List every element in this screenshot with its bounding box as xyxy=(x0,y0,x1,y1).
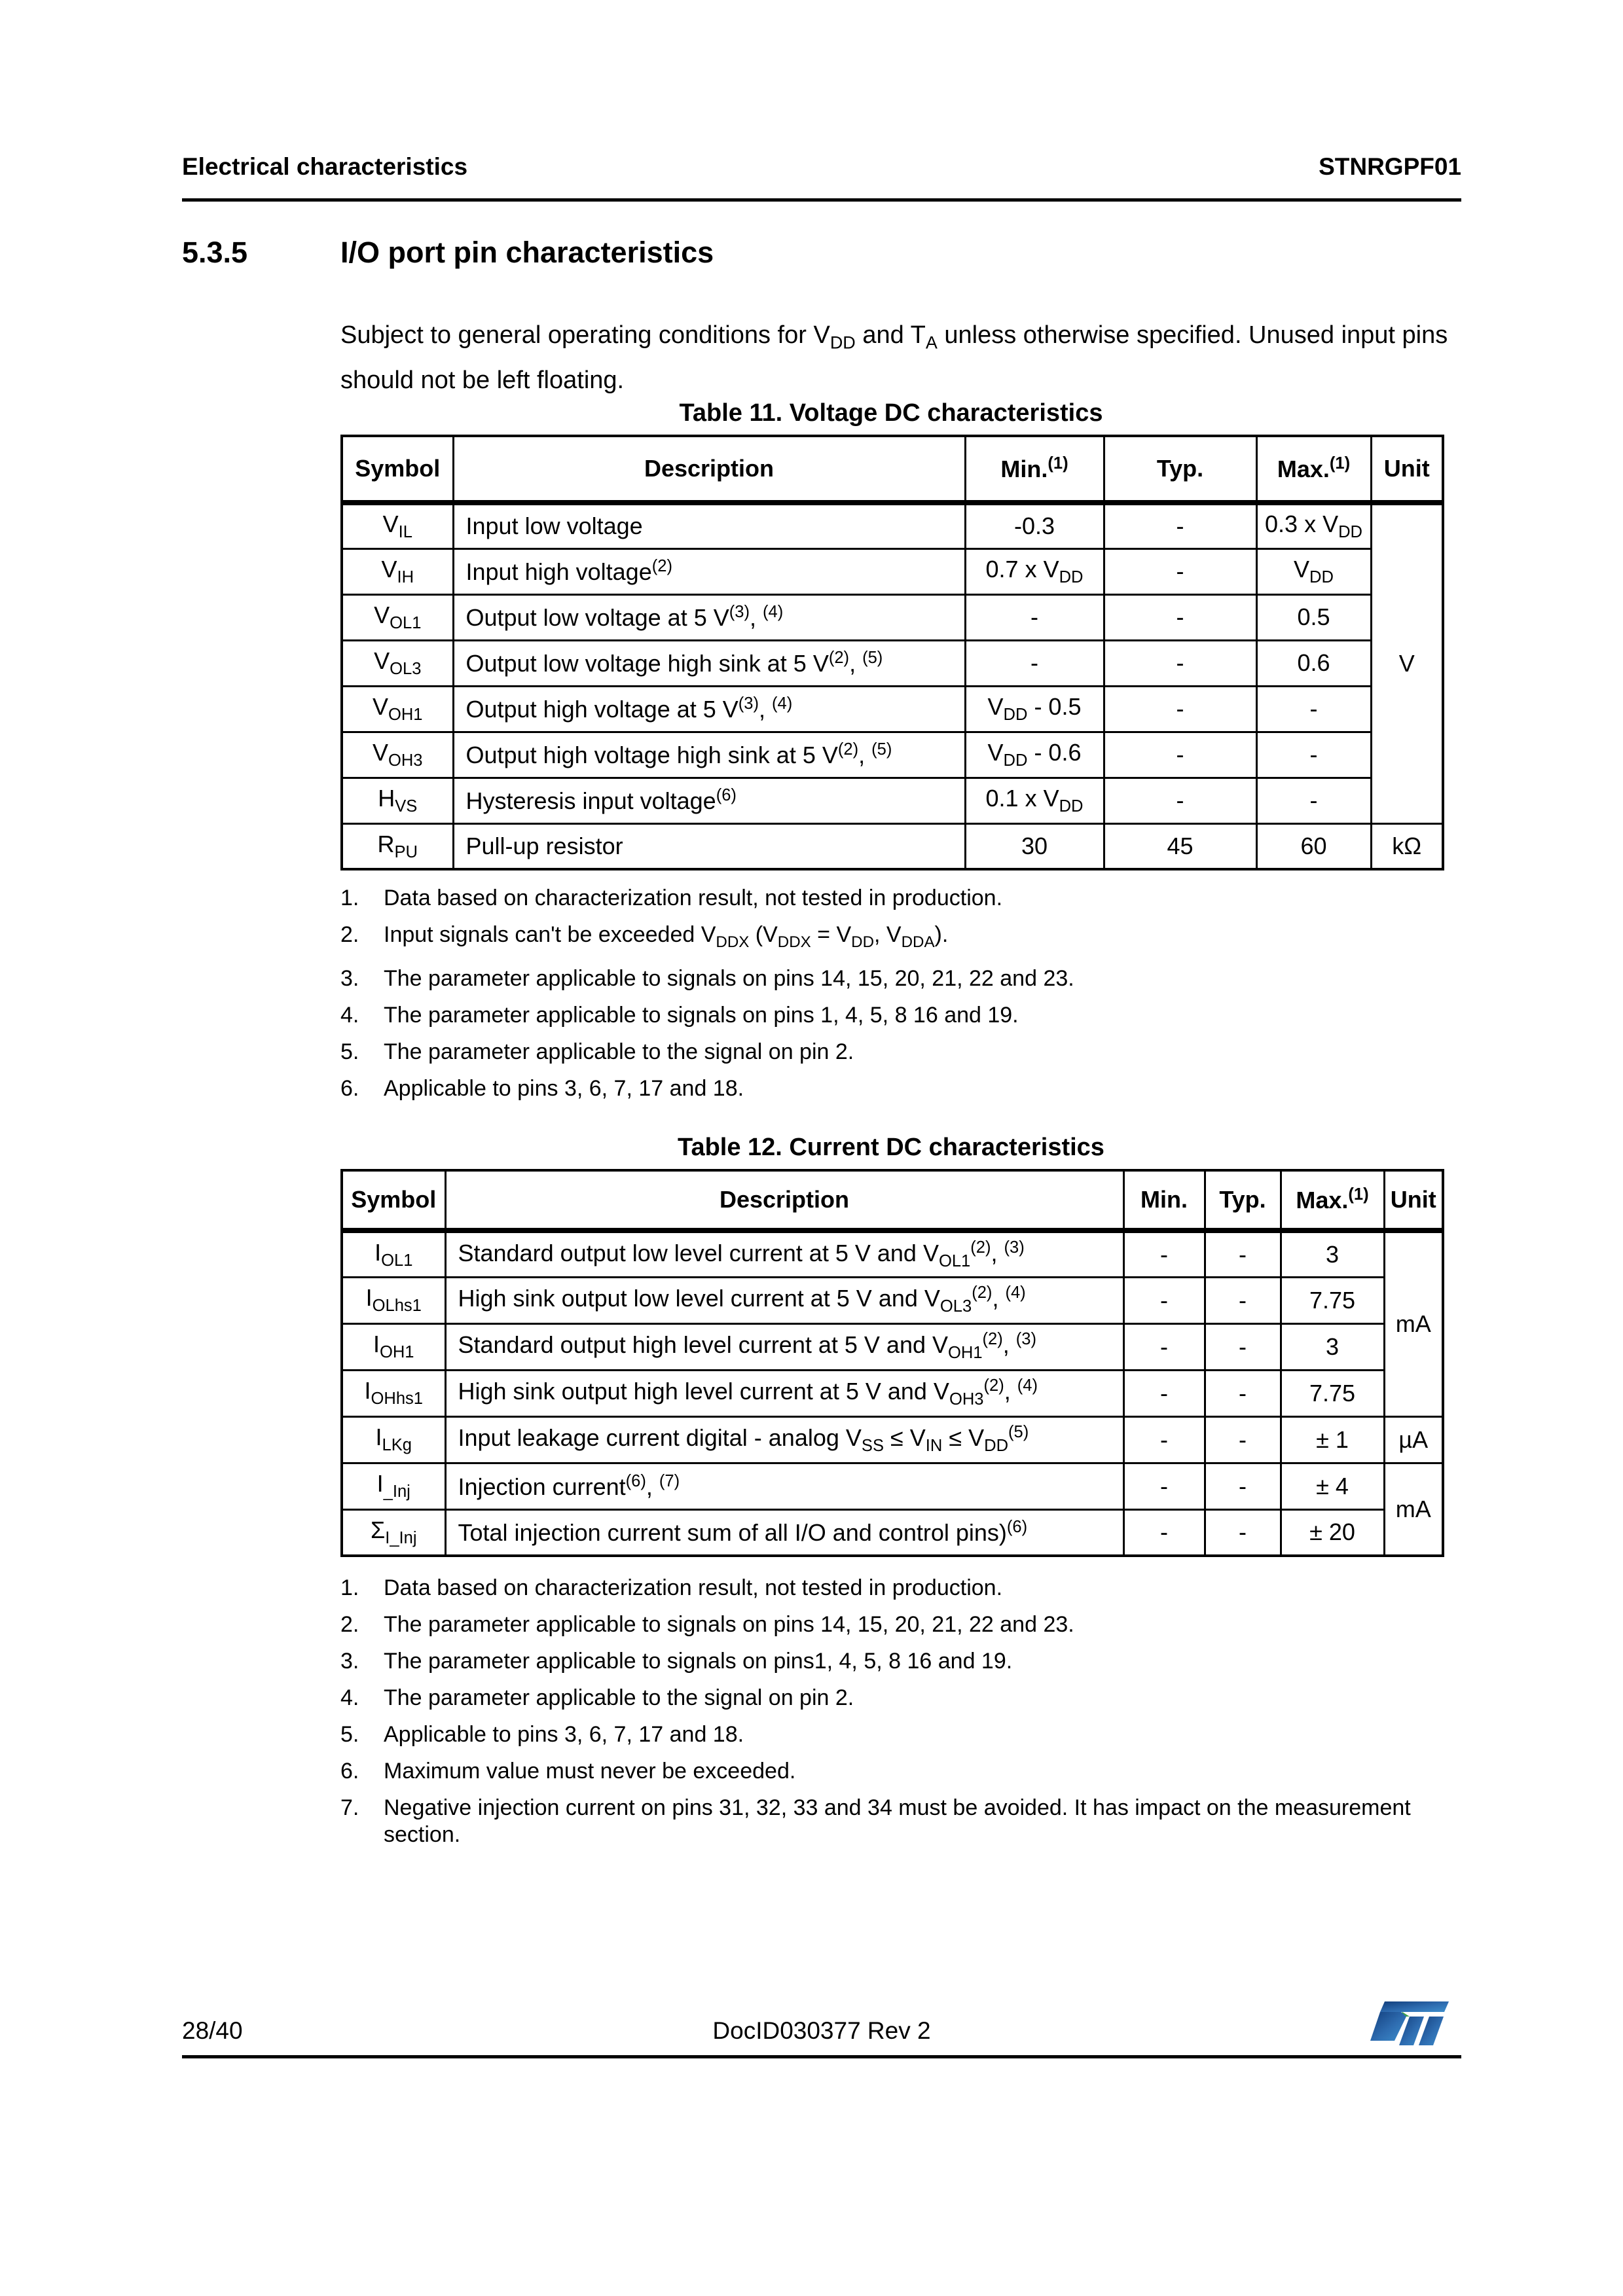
cell-typ: 45 xyxy=(1104,823,1256,869)
footnote-number: 4. xyxy=(340,1685,359,1710)
footnote-item xyxy=(340,1795,1457,1848)
cell-min: 0.7 x $V_{DD}$ xyxy=(965,548,1104,594)
footnote-item xyxy=(340,1721,1457,1748)
table12-title: Table 12. Current DC characteristics xyxy=(678,1134,1104,1161)
page-header xyxy=(182,153,1461,181)
cell-max: - xyxy=(1256,778,1371,823)
cell-symbol: $R_{PU}$ xyxy=(342,823,453,869)
cell-symbol: $I_{OL1}$ xyxy=(342,1230,445,1277)
footnote-number: 3. xyxy=(340,965,359,991)
table-row xyxy=(342,732,1443,778)
footnote-item xyxy=(340,1575,1457,1602)
footnote-number: 6. xyxy=(340,1075,359,1101)
table-row xyxy=(342,1277,1443,1323)
cell-unit-resistance: kΩ xyxy=(1371,823,1443,869)
cell-min: 0.1 x $V_{DD}$ xyxy=(965,778,1104,823)
cell-min: 30 xyxy=(965,823,1104,869)
cell-min: - xyxy=(1123,1277,1205,1323)
cell-max: 3 xyxy=(1281,1323,1384,1370)
cell-description: Output low voltage high sink at 5 $V^{(2)}$, $^{(5)}$ xyxy=(453,640,965,686)
footnote-text: The parameter applicable to the signal on pin 2. xyxy=(384,1685,854,1710)
footnote-number: 2. xyxy=(340,922,359,947)
footnote-text: Applicable to pins 3, 6, 7, 17 and 18. xyxy=(384,1722,744,1747)
cell-typ: - xyxy=(1104,778,1256,823)
footnote-item xyxy=(340,1611,1457,1638)
footnote-item xyxy=(340,922,1457,956)
cell-typ: - xyxy=(1104,640,1256,686)
cell-unit-ma: mA xyxy=(1384,1230,1443,1416)
cell-description: High sink output low level current at 5 V and $V_{OL3}^{(2)}$, $^{(4)}$ xyxy=(445,1277,1123,1323)
footnote-text: Maximum value must never be exceeded. xyxy=(384,1759,796,1784)
cell-description: Output high voltage high sink at 5 $V^{(2)}$, $^{(5)}$ xyxy=(453,732,965,778)
cell-typ: - xyxy=(1104,732,1256,778)
footnote-item xyxy=(340,1758,1457,1785)
cell-max: ± 1 xyxy=(1281,1416,1384,1463)
cell-typ: - xyxy=(1205,1230,1281,1277)
footnote-text: The parameter applicable to signals on pins1, 4, 5, 8 16 and 19. xyxy=(384,1649,1013,1674)
table-row xyxy=(342,1416,1443,1463)
header-rule xyxy=(182,198,1461,202)
cell-description: Output high voltage at 5 $V^{(3)}$, $^{(4)}$ xyxy=(453,686,965,732)
cell-max: ± 4 xyxy=(1281,1463,1384,1509)
cell-unit-voltage: V xyxy=(1371,503,1443,823)
cell-max: ± 20 xyxy=(1281,1509,1384,1556)
cell-description: Total injection current sum of all I/O and control pins)$^{(6)}$ xyxy=(445,1509,1123,1556)
cell-max: - xyxy=(1256,686,1371,732)
cell-min: - xyxy=(965,594,1104,640)
col-header-typ: Typ. xyxy=(1104,436,1256,503)
footnote-item xyxy=(340,1648,1457,1675)
cell-unit-ma: mA xyxy=(1384,1463,1443,1556)
cell-typ: - xyxy=(1104,548,1256,594)
table-header-row xyxy=(342,1170,1443,1230)
cell-description: Standard output low level current at 5 V and $V_{OL1}^{(2)}$, $^{(3)}$ xyxy=(445,1230,1123,1277)
footnote-number: 4. xyxy=(340,1002,359,1028)
intro-paragraph: Subject to general operating conditions for $V_{DD}$ and $T_A$ unless otherwise specified. Unused input pins should not be left floating. xyxy=(340,321,1448,394)
cell-typ: - xyxy=(1104,594,1256,640)
col-header-min: Min. xyxy=(1123,1170,1205,1230)
cell-typ: - xyxy=(1104,503,1256,548)
footnote-number: 5. xyxy=(340,1039,359,1064)
cell-min: - xyxy=(965,640,1104,686)
col-header-description: Description xyxy=(445,1170,1123,1230)
col-header-description: Description xyxy=(453,436,965,503)
table-row xyxy=(342,594,1443,640)
col-header-unit: Unit xyxy=(1384,1170,1443,1230)
footnote-number: 3. xyxy=(340,1649,359,1674)
table-header-row xyxy=(342,436,1443,503)
cell-typ: - xyxy=(1205,1323,1281,1370)
cell-max: 3 xyxy=(1281,1230,1384,1277)
cell-min: - xyxy=(1123,1323,1205,1370)
cell-typ: - xyxy=(1205,1509,1281,1556)
cell-min: - xyxy=(1123,1509,1205,1556)
cell-min: -0.3 xyxy=(965,503,1104,548)
cell-max: $V_{DD}$ xyxy=(1256,548,1371,594)
cell-symbol: $V_{OH1}$ xyxy=(342,686,453,732)
table-row xyxy=(342,823,1443,869)
cell-symbol: $H_{VS}$ xyxy=(342,778,453,823)
footnote-number: 1. xyxy=(340,1575,359,1600)
cell-symbol: $V_{OL3}$ xyxy=(342,640,453,686)
cell-min: - xyxy=(1123,1463,1205,1509)
footer-doc-id: DocID030377 Rev 2 xyxy=(712,2017,931,2044)
cell-description: Input low voltage xyxy=(453,503,965,548)
header-part-number: STNRGPF01 xyxy=(1319,153,1461,180)
cell-typ: - xyxy=(1205,1277,1281,1323)
cell-symbol: $I_{\_Inj}$ xyxy=(342,1463,445,1509)
cell-description: Output low voltage at 5 $V^{(3)}$, $^{(4)}$ xyxy=(453,594,965,640)
table-row xyxy=(342,640,1443,686)
footnote-item xyxy=(340,1039,1457,1066)
voltage-dc-table xyxy=(340,435,1444,870)
st-logo-icon xyxy=(1365,1999,1451,2053)
table-row xyxy=(342,548,1443,594)
footnote-text: Data based on characterization result, not tested in production. xyxy=(384,1575,1003,1600)
cell-typ: - xyxy=(1205,1416,1281,1463)
cell-max: 0.3 x $V_{DD}$ xyxy=(1256,503,1371,548)
cell-symbol: $\Sigma_{I\_Inj}$ xyxy=(342,1509,445,1556)
cell-symbol: $I_{LKg}$ xyxy=(342,1416,445,1463)
cell-typ: - xyxy=(1104,686,1256,732)
header-section-title: Electrical characteristics xyxy=(182,153,468,180)
cell-unit-ua: µA xyxy=(1384,1416,1443,1463)
cell-symbol: $I_{OLhs1}$ xyxy=(342,1277,445,1323)
col-header-min: Min.$^{(1)}$ xyxy=(965,436,1104,503)
footer-page-number: 28/40 xyxy=(182,2017,243,2044)
col-header-max: Max.$^{(1)}$ xyxy=(1256,436,1371,503)
footnote-item xyxy=(340,1002,1457,1029)
footnote-number: 2. xyxy=(340,1612,359,1637)
col-header-max: Max.$^{(1)}$ xyxy=(1281,1170,1384,1230)
col-header-unit: Unit xyxy=(1371,436,1443,503)
table-row xyxy=(342,1370,1443,1416)
cell-description: Pull-up resistor xyxy=(453,823,965,869)
table-row xyxy=(342,1323,1443,1370)
cell-symbol: $V_{OH3}$ xyxy=(342,732,453,778)
col-header-symbol: Symbol xyxy=(342,436,453,503)
footnote-text: Input signals can't be exceeded $V_{DDX}$ ($V_{DDX} = V_{DD}$, $V_{DDA}$). xyxy=(384,922,949,951)
cell-description: Standard output high level current at 5 V and $V_{OH1}^{(2)}$, $^{(3)}$ xyxy=(445,1323,1123,1370)
table-row xyxy=(342,503,1443,548)
cell-typ: - xyxy=(1205,1463,1281,1509)
section-number: 5.3.5 xyxy=(182,236,248,269)
cell-max: 7.75 xyxy=(1281,1277,1384,1323)
cell-description: High sink output high level current at 5 V and $V_{OH3}^{(2)}$, $^{(4)}$ xyxy=(445,1370,1123,1416)
table11-title: Table 11. Voltage DC characteristics xyxy=(679,399,1103,427)
table-row xyxy=(342,1509,1443,1556)
cell-symbol: $I_{OH1}$ xyxy=(342,1323,445,1370)
cell-description: Hysteresis input voltage$^{(6)}$ xyxy=(453,778,965,823)
cell-max: 7.75 xyxy=(1281,1370,1384,1416)
footnote-text: The parameter applicable to signals on pins 14, 15, 20, 21, 22 and 23. xyxy=(384,1612,1074,1637)
footnote-item xyxy=(340,965,1457,992)
table12-footnotes xyxy=(340,1575,1457,1858)
section-heading xyxy=(182,236,714,270)
footnote-item xyxy=(340,1685,1457,1712)
cell-description: Input leakage current digital - analog $V_{SS} \le V_{IN} \le V_{DD}^{(5)}$ xyxy=(445,1416,1123,1463)
cell-max: 0.5 xyxy=(1256,594,1371,640)
table-row xyxy=(342,1463,1443,1509)
cell-min: - xyxy=(1123,1230,1205,1277)
footnote-text: Negative injection current on pins 31, 32, 33 and 34 must be avoided. It has impact on the measurement section. xyxy=(384,1795,1411,1847)
cell-description: Input high voltage$^{(2)}$ xyxy=(453,548,965,594)
footer-rule xyxy=(182,2055,1461,2058)
cell-description: Injection current$^{(6)}$, $^{(7)}$ xyxy=(445,1463,1123,1509)
cell-typ: - xyxy=(1205,1370,1281,1416)
footnote-text: Applicable to pins 3, 6, 7, 17 and 18. xyxy=(384,1075,744,1101)
footnote-item xyxy=(340,1075,1457,1102)
footnote-number: 1. xyxy=(340,886,359,910)
footnote-text: Data based on characterization result, not tested in production. xyxy=(384,886,1003,910)
table-row xyxy=(342,778,1443,823)
cell-symbol: $V_{IH}$ xyxy=(342,548,453,594)
footnote-number: 7. xyxy=(340,1795,359,1820)
cell-symbol: $I_{OHhs1}$ xyxy=(342,1370,445,1416)
cell-min: $V_{DD} - 0.5$ xyxy=(965,686,1104,732)
cell-symbol: $V_{OL1}$ xyxy=(342,594,453,640)
footnote-number: 5. xyxy=(340,1722,359,1747)
cell-max: 60 xyxy=(1256,823,1371,869)
footnote-text: The parameter applicable to signals on pins 14, 15, 20, 21, 22 and 23. xyxy=(384,965,1074,991)
current-dc-table xyxy=(340,1169,1444,1557)
footnote-text: The parameter applicable to the signal on pin 2. xyxy=(384,1039,854,1064)
cell-max: - xyxy=(1256,732,1371,778)
col-header-symbol: Symbol xyxy=(342,1170,445,1230)
cell-min: $V_{DD} - 0.6$ xyxy=(965,732,1104,778)
col-header-typ: Typ. xyxy=(1205,1170,1281,1230)
footnote-item xyxy=(340,885,1457,912)
table-row xyxy=(342,1230,1443,1277)
cell-min: - xyxy=(1123,1370,1205,1416)
cell-min: - xyxy=(1123,1416,1205,1463)
footnote-text: The parameter applicable to signals on pins 1, 4, 5, 8 16 and 19. xyxy=(384,1002,1019,1028)
table-row xyxy=(342,686,1443,732)
table11-footnotes xyxy=(340,885,1457,1112)
cell-max: 0.6 xyxy=(1256,640,1371,686)
footnote-number: 6. xyxy=(340,1759,359,1784)
cell-symbol: $V_{IL}$ xyxy=(342,503,453,548)
section-title: I/O port pin characteristics xyxy=(340,236,714,269)
